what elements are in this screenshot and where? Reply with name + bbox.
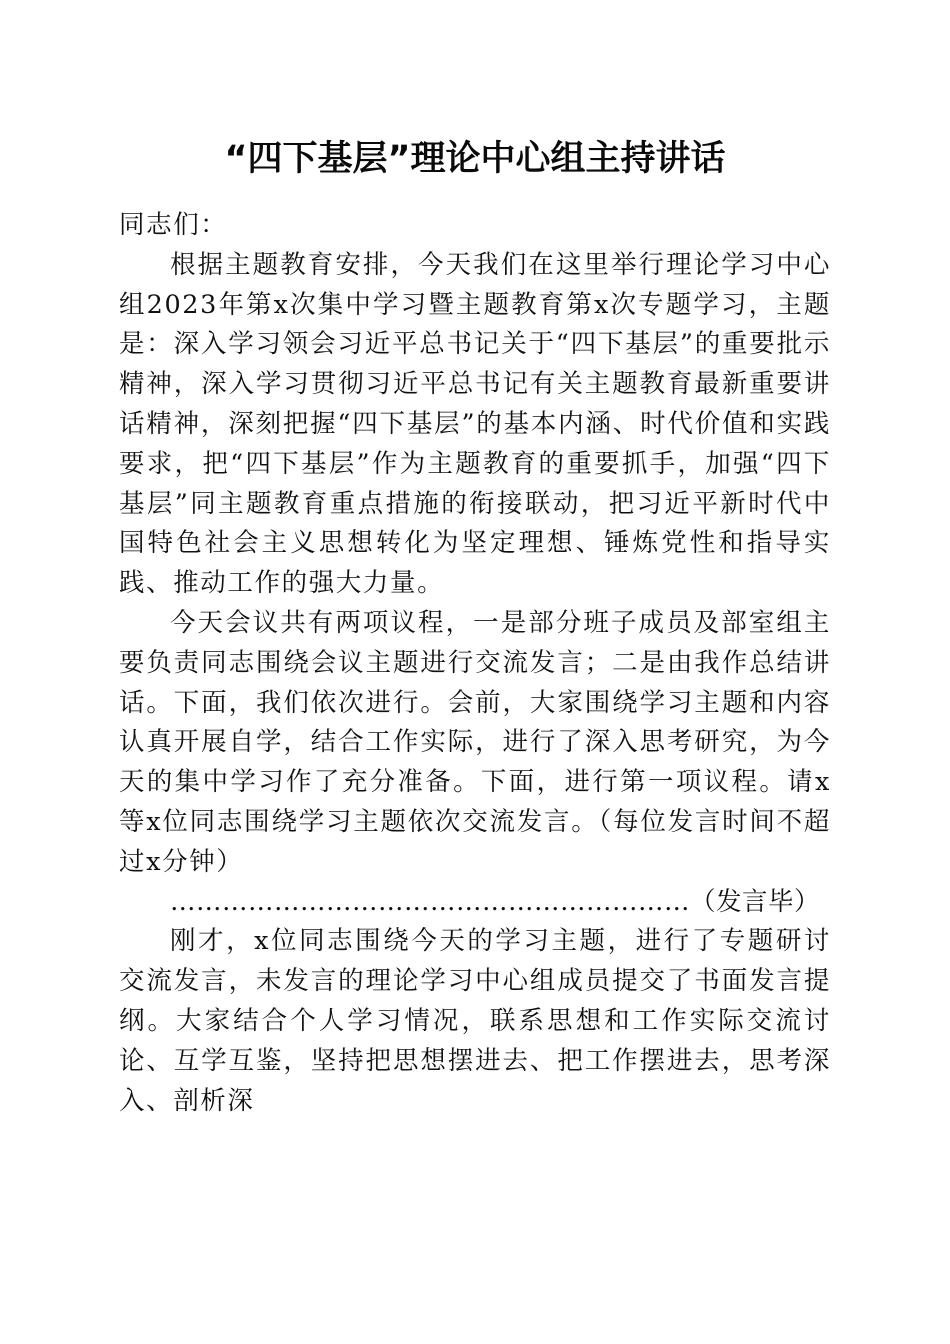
paragraph-agenda: 今天会议共有两项议程，一是部分班子成员及部室组主要负责同志围绕会议主题进行交流发言；二是由我作总结讲话。下面，我们依次进行。会前，大家围绕学习主题和内容认真开展自学，结合工作实际，进行了深入思考研究，为今天的集中学习作了充分准备。下面，进行第一项议程。请x等x位同志围绕学习主题依次交流发言。（每位发言时间不超过x分钟） <box>119 607 831 877</box>
document-title: “四下基层”理论中心组主持讲话 <box>224 139 726 179</box>
speech-finished-line: ……………………………………………………（发言毕） <box>170 886 821 917</box>
salutation: 同志们： <box>119 210 228 240</box>
paragraph-opening: 根据主题教育安排，今天我们在这里举行理论学习中心组2023年第x次集中学习暨主题教育第x次专题学习，主题是：深入学习领会习近平总书记关于“四下基层”的重要批示精神，深入学习贯彻习近平总书记有关主题教育最新重要讲话精神，深刻把握“四下基层”的基本内涵、时代价值和实践要求，把“四下基层”作为主题教育的重要抓手，加强“四下基层”同主题教育重点措施的衔接联动，把习近平新时代中国特色社会主义思想转化为坚定理想、锤炼党性和指导实践、推动工作的强大力量。 <box>119 249 831 599</box>
paragraph-summary: 刚才，x位同志围绕今天的学习主题，进行了专题研讨交流发言，未发言的理论学习中心组成员提交了书面发言提纲。大家结合个人学习情况，联系思想和工作实际交流讨论、互学互鉴，坚持把思想摆进去、把工作摆进去，思考深入、剖析深 <box>119 926 831 1116</box>
document-body <box>119 206 831 1121</box>
